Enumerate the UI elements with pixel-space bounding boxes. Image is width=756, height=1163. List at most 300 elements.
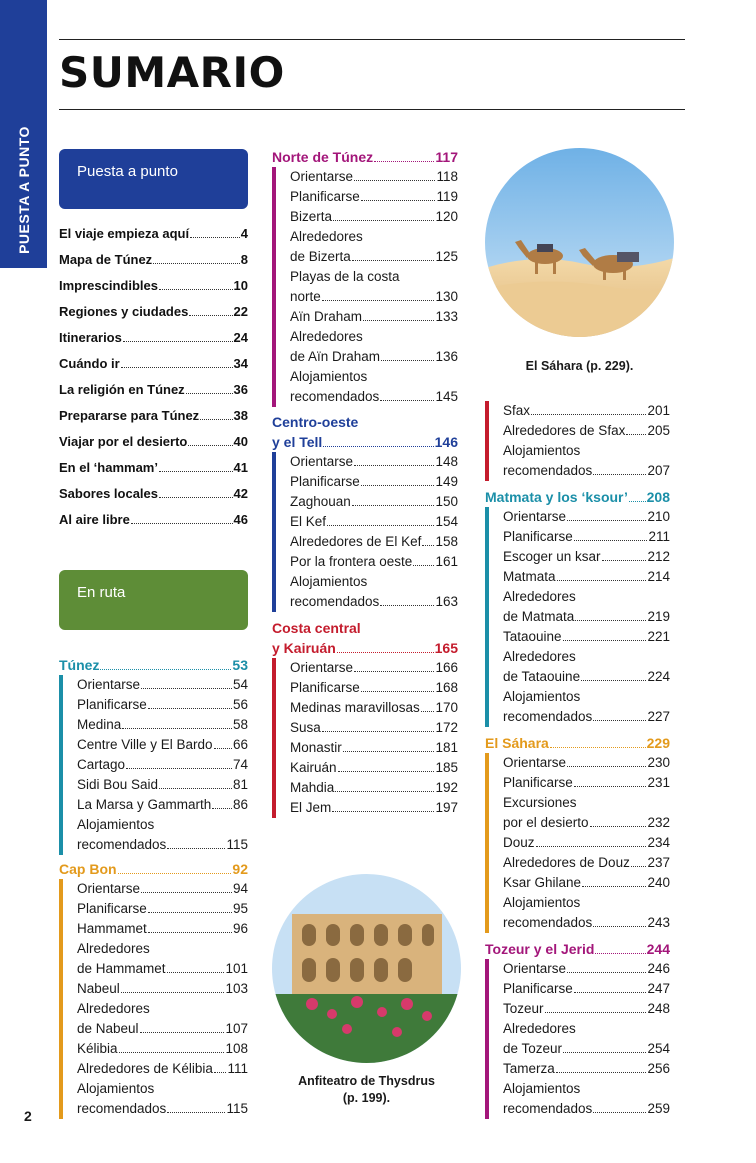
section-costa-central [272,618,458,818]
entry-page: 247 [647,981,670,996]
toc-entry[interactable] [290,798,458,818]
leader-dots [545,1012,647,1013]
leader-dots [354,671,434,672]
puesta-item-page: 41 [233,460,248,475]
toc-entry[interactable] [77,795,248,815]
leader-dots [352,260,435,261]
section-title-line [272,432,458,452]
leader-dots [131,523,233,524]
entry-label-line1 [503,793,670,813]
section-title-line [485,939,670,959]
entry-page: 207 [647,463,670,478]
puesta-item-page: 36 [233,382,248,397]
leader-dots [531,414,646,415]
amphitheatre-photo [272,874,461,1063]
section-title-text: Túnez [59,657,100,673]
toc-entry[interactable] [503,421,670,441]
leader-dots [593,720,646,721]
leader-dots [352,505,435,506]
entry-label-pre: Alrededores [503,589,576,604]
entry-label: Mahdia [290,780,335,795]
entry-page: 111 [227,1061,248,1076]
toc-entry[interactable] [503,401,670,421]
entry-page: 259 [647,1101,670,1116]
toc-entry[interactable] [290,592,458,612]
entry-page: 227 [647,709,670,724]
entry-label-line1 [290,367,458,387]
entry-label: recomendados [77,1101,167,1116]
puesta-item-label: En el ‘hammam’ [59,460,158,475]
leader-dots [593,926,646,927]
entry-label: Orientarse [290,169,354,184]
entry-page: 107 [225,1021,248,1036]
toc-entry[interactable] [290,452,458,472]
entry-label: Kairuán [290,760,337,775]
entry-page: 148 [435,454,458,469]
entry-label-line1 [503,441,670,461]
toc-entry[interactable] [290,678,458,698]
section-entries [59,879,248,1119]
entry-page: 248 [647,1001,670,1016]
toc-entry[interactable] [503,667,670,687]
entry-label-line1 [503,647,670,667]
entry-label-line1 [503,687,670,707]
section-sfax [485,401,670,481]
entry-page: 81 [232,777,248,792]
entry-label: de Matmata [503,609,575,624]
entry-page: 224 [647,669,670,684]
entry-label: de Nabeul [77,1021,139,1036]
leader-dots [567,766,646,767]
entry-page: 172 [435,720,458,735]
toc-entry[interactable] [290,718,458,738]
puesta-item[interactable] [59,512,248,538]
leader-dots [421,711,435,712]
section-title-text: y Kairuán [272,640,336,656]
section-title[interactable] [485,939,670,959]
leader-dots [167,972,225,973]
leader-dots [363,320,434,321]
entry-label: Alrededores de El Kef [290,534,422,549]
leader-dots [121,367,233,368]
section-entries [485,507,670,727]
leader-dots [413,565,434,566]
entry-label-pre: Alojamientos [503,443,581,458]
entry-page: 185 [435,760,458,775]
toc-entry[interactable] [77,1019,248,1039]
entry-label-line1 [77,1079,248,1099]
leader-dots [361,485,435,486]
toc-entry[interactable] [290,472,458,492]
toc-entry[interactable] [290,492,458,512]
toc-entry[interactable] [503,753,670,773]
entry-label: Monastir [290,740,342,755]
toc-entry[interactable] [503,813,670,833]
leader-dots [631,866,647,867]
entry-label: Orientarse [503,755,567,770]
entry-label: Orientarse [77,881,141,896]
toc-entry[interactable] [290,247,458,267]
entry-page: 119 [436,189,458,204]
entry-label-line1 [290,227,458,247]
entry-label: de Aïn Draham [290,349,381,364]
toc-entry[interactable] [290,387,458,407]
entry-label-pre: Alojamientos [290,369,368,384]
puesta-item-page: 24 [233,330,248,345]
puesta-item[interactable] [59,486,248,512]
leader-dots [567,520,646,521]
section-title[interactable] [485,487,670,507]
puesta-item-label: La religión en Túnez [59,382,185,397]
leader-dots [563,640,647,641]
entry-label: Orientarse [503,961,567,976]
entry-label: Orientarse [77,677,141,692]
section-title[interactable] [59,655,248,675]
entry-page: 240 [647,875,670,890]
leader-dots [354,465,434,466]
toc-entry[interactable] [503,833,670,853]
entry-label: de Hammamet [77,961,166,976]
section-title-line1: Centro-oeste [272,414,359,430]
entry-page: 211 [648,529,670,544]
toc-entry[interactable] [77,775,248,795]
leader-dots [536,846,647,847]
toc-entry[interactable] [77,735,248,755]
section-title-page: 146 [434,434,458,450]
entry-label: de Tozeur [503,1041,563,1056]
toc-entry[interactable] [503,567,670,587]
puesta-a-punto-box-label: Puesta a punto [77,163,178,180]
entry-label: Kélibia [77,1041,118,1056]
section-el-sahara [485,733,670,933]
entry-page: 205 [647,423,670,438]
entry-label: Planificarse [503,981,573,996]
entry-label-line1 [290,267,458,287]
puesta-item[interactable] [59,408,248,434]
toc-entry[interactable] [503,979,670,999]
toc-entry[interactable] [77,835,248,855]
entry-label: Matmata [503,569,556,584]
leader-dots [582,886,646,887]
entry-page: 118 [436,169,458,184]
puesta-item[interactable] [59,252,248,278]
entry-label-pre: Alrededores [503,649,576,664]
puesta-item[interactable] [59,278,248,304]
amphitheatre-caption-line2: (p. 199). [342,1091,391,1105]
toc-entry[interactable] [77,879,248,899]
toc-entry[interactable] [290,778,458,798]
leader-dots [629,501,646,502]
entry-page: 115 [226,837,248,852]
leader-dots [595,953,645,954]
entry-label-pre: Excursiones [503,795,577,810]
toc-entry[interactable] [503,959,670,979]
entry-label: recomendados [77,837,167,852]
leader-dots [374,161,434,162]
puesta-item-label: Mapa de Túnez [59,252,153,267]
toc-entry[interactable] [503,507,670,527]
toc-entry[interactable] [290,532,458,552]
leader-dots [574,540,648,541]
section-title[interactable] [272,147,458,167]
puesta-item-label: Prepararse para Túnez [59,408,200,423]
entry-page: 150 [435,494,458,509]
toc-entry[interactable] [503,627,670,647]
leader-dots [126,768,232,769]
section-title[interactable] [272,618,458,658]
section-title-line1: Costa central [272,620,361,636]
leader-dots [550,747,646,748]
entry-page: 125 [435,249,458,264]
section-title-text: Matmata y los ‘ksour’ [485,489,628,505]
section-title[interactable] [272,412,458,452]
toc-entry[interactable] [503,527,670,547]
entry-page: 197 [435,800,458,815]
toc-entry[interactable] [503,853,670,873]
toc-entry[interactable] [290,698,458,718]
leader-dots [214,748,232,749]
toc-entry[interactable] [77,1039,248,1059]
puesta-item-page: 4 [240,226,248,241]
puesta-item[interactable] [59,330,248,356]
leader-dots [593,1112,646,1113]
toc-entry[interactable] [77,959,248,979]
puesta-item-page: 34 [233,356,248,371]
leader-dots [422,545,434,546]
puesta-item[interactable] [59,460,248,486]
toc-entry[interactable] [503,873,670,893]
entry-page: 133 [435,309,458,324]
toc-entry[interactable] [290,167,458,187]
leader-dots [200,419,232,420]
toc-entry[interactable] [77,919,248,939]
entry-label-pre: Alojamientos [503,1081,581,1096]
leader-dots [159,497,233,498]
entry-label-line1 [503,1079,670,1099]
leader-dots [119,1052,225,1053]
section-entries [272,452,458,612]
toc-entry[interactable] [77,715,248,735]
entry-page: 149 [435,474,458,489]
section-title-line [272,638,458,658]
leader-dots [141,688,232,689]
toc-entry[interactable] [290,287,458,307]
entry-label: Orientarse [290,454,354,469]
section-title-line [59,655,248,675]
entry-label-line1 [77,815,248,835]
leader-dots [118,873,232,874]
sahara-caption: El Sáhara (p. 229). [525,359,634,373]
entry-page: 54 [232,677,248,692]
toc-entry[interactable] [503,1059,670,1079]
puesta-item[interactable] [59,356,248,382]
entry-label: Planificarse [503,775,573,790]
entry-page: 96 [232,921,248,936]
entry-label-pre: Alojamientos [77,1081,155,1096]
leader-dots [148,912,232,913]
entry-label: Medina [77,717,122,732]
entry-label: Alrededores de Sfax [503,423,626,438]
entry-page: 181 [435,740,458,755]
toc-entry[interactable] [503,999,670,1019]
toc-entry[interactable] [290,187,458,207]
entry-page: 95 [232,901,248,916]
section-title-page: 53 [232,657,248,673]
entry-label-pre: Playas de la costa [290,269,400,284]
entry-label-pre: Alojamientos [290,574,368,589]
puesta-item[interactable] [59,382,248,408]
section-title-page: 208 [646,489,670,505]
puesta-item-page: 38 [233,408,248,423]
leader-dots [338,771,435,772]
sahara-photo [485,148,674,337]
toc-entry[interactable] [503,913,670,933]
section-title-text: Norte de Túnez [272,149,374,165]
leader-dots [575,620,646,621]
puesta-item-label: Viajar por el desierto [59,434,188,449]
section-title-page: 229 [646,735,670,751]
top-rule [59,39,685,40]
toc-entry[interactable] [290,758,458,778]
section-tozeur [485,939,670,1119]
section-entries [272,167,458,407]
toc-entry[interactable] [290,347,458,367]
entry-label: El Kef [290,514,327,529]
entry-label: recomendados [290,389,380,404]
entry-page: 170 [435,700,458,715]
toc-entry[interactable] [290,658,458,678]
section-title-line [485,487,670,507]
section-title-text: El Sáhara [485,735,549,751]
leader-dots [186,393,233,394]
leader-dots [335,791,434,792]
section-title-page: 92 [232,861,248,877]
amphitheatre-caption-line1: Anfiteatro de Thysdrus [298,1074,435,1088]
entry-label: Tamerza [503,1061,555,1076]
entry-label: recomendados [290,594,380,609]
toc-entry[interactable] [503,1039,670,1059]
puesta-item-label: Sabores locales [59,486,158,501]
section-title[interactable] [59,859,248,879]
toc-entry[interactable] [77,675,248,695]
leader-dots [337,652,434,653]
leader-dots [322,300,435,301]
puesta-item-label: Imprescindibles [59,278,158,293]
leader-dots [354,180,435,181]
entry-page: 254 [647,1041,670,1056]
section-cap-bon [59,859,248,1119]
entry-page: 232 [647,815,670,830]
puesta-item[interactable] [59,226,248,252]
entry-label: recomendados [503,463,593,478]
entry-label: Aïn Draham [290,309,363,324]
leader-dots [327,525,434,526]
leader-dots [574,992,647,993]
entry-label: Zaghouan [290,494,351,509]
entry-label-pre: Alrededores [290,329,363,344]
toc-entry[interactable] [77,1099,248,1119]
toc-entry[interactable] [503,607,670,627]
puesta-item[interactable] [59,434,248,460]
section-title-text: Cap Bon [59,861,117,877]
entry-label: Douz [503,835,535,850]
entry-page: 101 [225,961,248,976]
amphitheatre-caption [272,1073,461,1107]
toc-entry[interactable] [290,552,458,572]
toc-entry[interactable] [290,307,458,327]
entry-label: Orientarse [290,660,354,675]
entry-label-line1 [290,327,458,347]
toc-entry[interactable] [503,707,670,727]
leader-dots [343,751,435,752]
leader-dots [557,580,647,581]
section-title-text: Tozeur y el Jerid [485,941,595,957]
section-entries [59,675,248,855]
entry-label: Centre Ville y El Bardo [77,737,213,752]
leader-dots [593,474,646,475]
leader-dots [167,1112,225,1113]
leader-dots [212,808,232,809]
entry-label: La Marsa y Gammarth [77,797,212,812]
leader-dots [333,220,434,221]
section-title[interactable] [485,733,670,753]
entry-page: 237 [647,855,670,870]
page-title: SUMARIO [59,48,285,97]
leader-dots [148,932,232,933]
entry-label-pre: Alrededores [503,1021,576,1036]
entry-label-line1 [290,572,458,592]
leader-dots [189,315,232,316]
puesta-item-page: 10 [233,278,248,293]
toc-entry[interactable] [77,899,248,919]
leader-dots [626,434,646,435]
page-number: 2 [24,1108,32,1124]
puesta-item[interactable] [59,304,248,330]
section-entries [485,401,670,481]
puesta-a-punto-box[interactable] [59,149,248,209]
toc-entry[interactable] [290,738,458,758]
toc-entry[interactable] [77,755,248,775]
toc-entry[interactable] [503,773,670,793]
entry-page: 103 [225,981,248,996]
entry-label-line1 [77,999,248,1019]
entry-label: Bizerta [290,209,333,224]
entry-page: 158 [435,534,458,549]
toc-entry[interactable] [503,1099,670,1119]
en-ruta-box[interactable] [59,570,248,630]
entry-page: 120 [435,209,458,224]
section-entries [485,959,670,1119]
toc-entry[interactable] [77,1059,248,1079]
side-tab [0,0,47,268]
entry-label: Planificarse [290,680,360,695]
puesta-item-label: El viaje empieza aquí [59,226,190,241]
entry-label-pre: Alojamientos [503,689,581,704]
toc-entry[interactable] [77,695,248,715]
toc-entry[interactable] [290,207,458,227]
entry-label: Sfax [503,403,531,418]
entry-page: 201 [647,403,670,418]
entry-label: Hammamet [77,921,147,936]
entry-label: Cartago [77,757,126,772]
toc-entry[interactable] [290,512,458,532]
toc-entry[interactable] [503,547,670,567]
toc-entry[interactable] [503,461,670,481]
puesta-a-punto-list [59,226,248,538]
toc-entry[interactable] [77,979,248,999]
puesta-item-label: Al aire libre [59,512,130,527]
entry-label-pre: Alrededores [77,941,150,956]
